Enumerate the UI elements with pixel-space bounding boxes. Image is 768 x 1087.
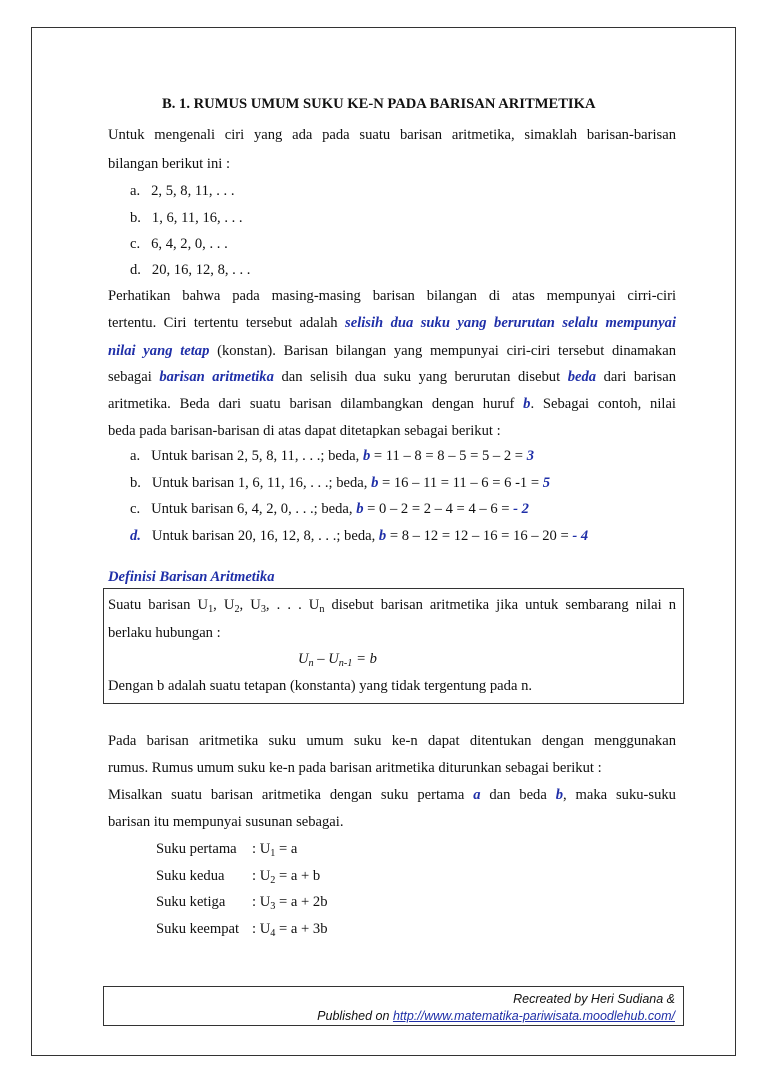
para3-line-2: rumus. Rumus umum suku ke-n pada barisan aritmetika diturunkan sebagai berikut : xyxy=(108,760,602,776)
para3-line-4: barisan itu mempunyai susunan sebagai. xyxy=(108,814,344,830)
para3-line-1: Pada barisan aritmetika suku umum suku ke-n dapat ditentukan dengan menggunakan xyxy=(108,733,676,749)
para2-line-5: aritmetika. Beda dari suatu barisan dilambangkan dengan huruf b. Sebagai contoh, nilai xyxy=(108,396,676,412)
para3-line-3: Misalkan suatu barisan aritmetika dengan suku pertama a dan beda b, maka suku-suku xyxy=(108,787,676,803)
para2-line-1: Perhatikan bahwa pada masing-masing barisan bilangan di atas mempunyai cirri-ciri xyxy=(108,288,676,304)
definition-formula: $U_n - U_{n-1} = b$ xyxy=(298,651,377,669)
intro-line-1: Untuk mengenali ciri yang ada pada suatu barisan aritmetika, simaklah barisan-barisan xyxy=(108,127,676,143)
example-item: d. Untuk barisan 20, 16, 12, 8, . . .; beda, b = 8 – 12 = 12 – 16 = 16 – 20 = - 4 xyxy=(130,528,589,544)
example-item: b. Untuk barisan 1, 6, 11, 16, . . .; beda, b = 16 – 11 = 11 – 6 = 6 -1 = 5 xyxy=(130,475,551,491)
sequence-item: d. 20, 16, 12, 8, . . . xyxy=(130,262,251,278)
footer-box xyxy=(103,986,684,1026)
term-row: Suku keempat : $U_4 = a + 3b$ xyxy=(156,921,328,939)
definition-heading: Definisi Barisan Aritmetika xyxy=(108,569,275,585)
footer-credit: Recreated by Heri Sudiana & xyxy=(513,992,675,1006)
term-row: Suku ketiga : $U_3 = a + 2b$ xyxy=(156,894,328,912)
sequence-item: a. 2, 5, 8, 11, . . . xyxy=(130,183,235,199)
para2-line-4: sebagai barisan aritmetika dan selisih dua suku yang berurutan disebut beda dari barisan xyxy=(108,369,676,385)
para2-line-2: tertentu. Ciri tertentu tersebut adalah selisih dua suku yang berurutan selalu mempunyai xyxy=(108,315,677,331)
definition-line-4: Dengan b adalah suatu tetapan (konstanta) yang tidak tergentung pada n. xyxy=(108,678,533,694)
sequence-item: c. 6, 4, 2, 0, . . . xyxy=(130,236,228,252)
intro-line-2: bilangan berikut ini : xyxy=(108,156,230,172)
definition-line-1: Suatu barisan $U_1$, $U_2$, $U_3$, . . . $U_n$ disebut barisan aritmetika jika untuk sembarang nilai n xyxy=(108,597,676,615)
page-title: B. 1. RUMUS UMUM SUKU KE-N PADA BARISAN ARITMETIKA xyxy=(162,96,596,112)
footer-link[interactable]: http://www.matematika-pariwisata.moodlehub.com/ xyxy=(392,1009,675,1023)
example-item: c. Untuk barisan 6, 4, 2, 0, . . .; beda, b = 0 – 2 = 2 – 4 = 4 – 6 = - 2 xyxy=(130,501,529,517)
term-row: Suku kedua : $U_2 = a + b$ xyxy=(156,868,321,886)
footer-published: Published on http://www.matematika-pariwisata.moodlehub.com/ xyxy=(317,1009,675,1023)
para2-line-3: nilai yang tetap (konstan). Barisan bilangan yang mempunyai ciri-ciri tersebut dinamakan xyxy=(108,343,676,359)
example-item: a. Untuk barisan 2, 5, 8, 11, . . .; beda, b = 11 – 8 = 8 – 5 = 5 – 2 = 3 xyxy=(130,448,534,464)
para2-line-6: beda pada barisan-barisan di atas dapat ditetapkan sebagai berikut : xyxy=(108,423,501,439)
definition-line-2: berlaku hubungan : xyxy=(108,625,221,641)
sequence-item: b. 1, 6, 11, 16, . . . xyxy=(130,210,243,226)
term-row: Suku pertama : $U_1 = a$ xyxy=(156,841,298,859)
